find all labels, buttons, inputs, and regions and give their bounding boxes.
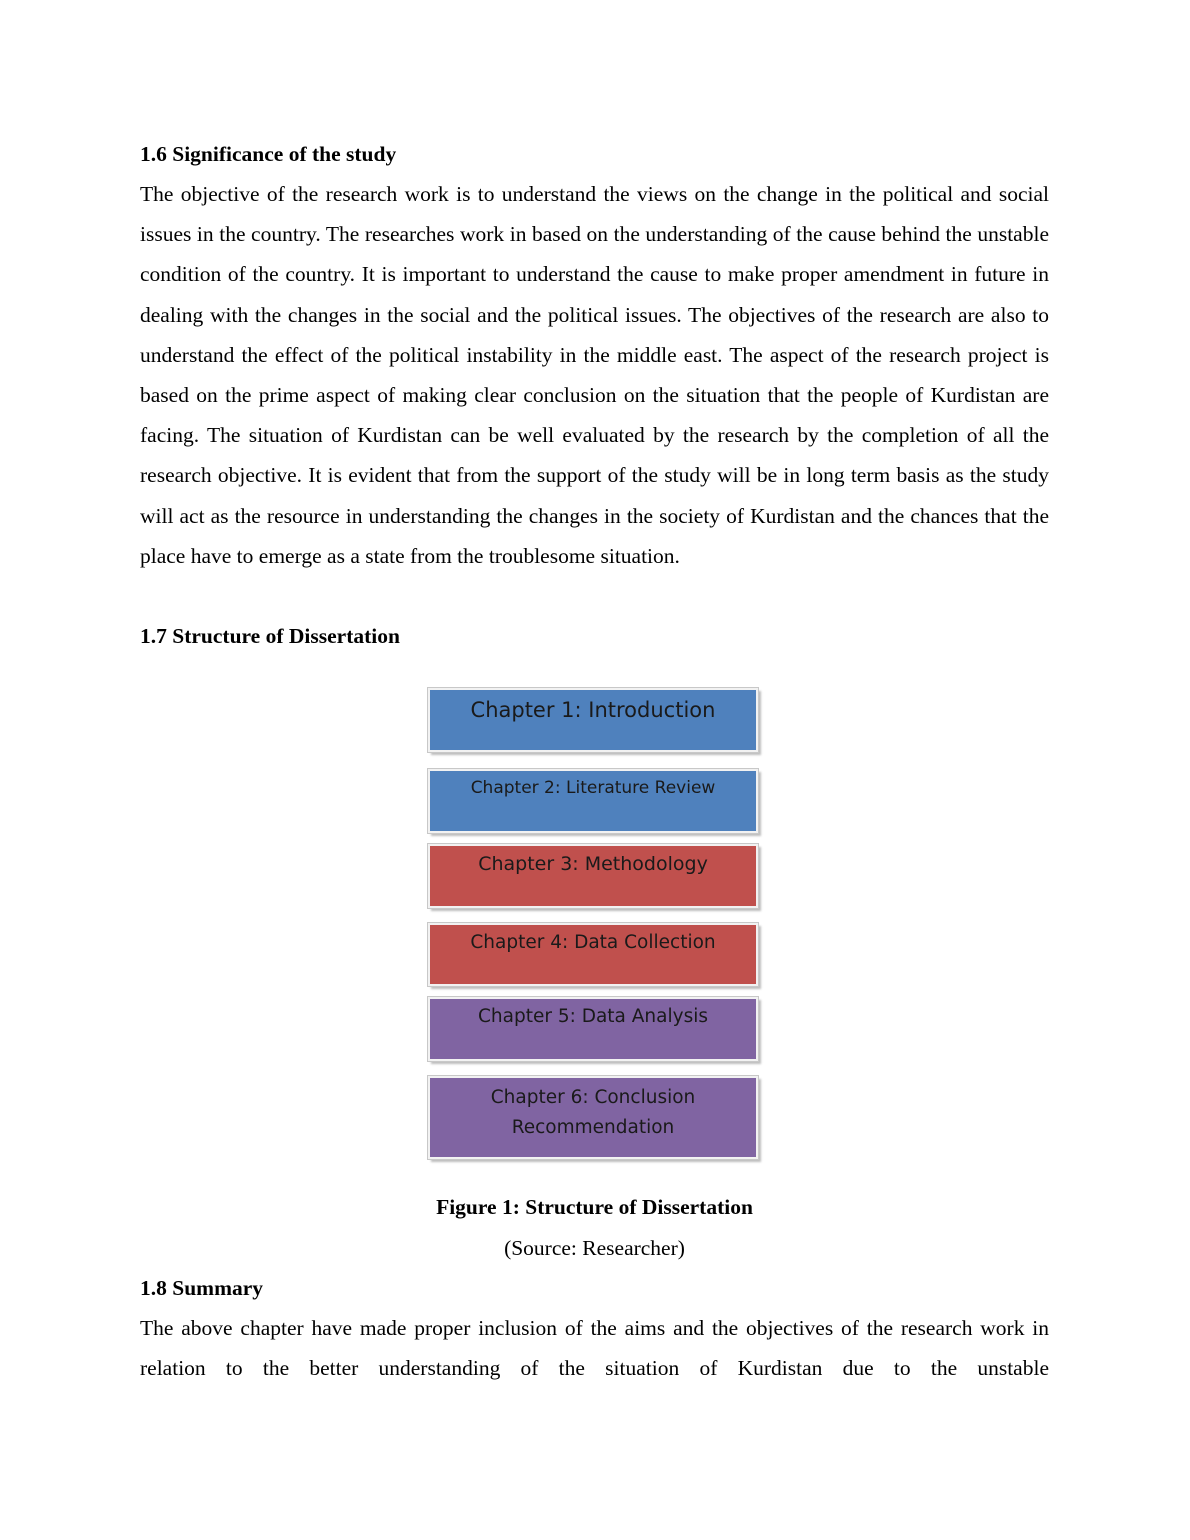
heading-structure: 1.7 Structure of Dissertation [140, 624, 400, 648]
chapter-box-4 [428, 923, 758, 986]
chapter-label-2: Chapter 2: Literature Review [470, 778, 716, 798]
chapter-box-5 [428, 997, 758, 1061]
chapter-box-2 [428, 769, 758, 833]
chapter-box-3 [428, 844, 758, 908]
figure-source: (Source: Researcher) [504, 1236, 685, 1260]
paragraph-significance: The objective of the research work is to understand the views on the change in the political and social issues in the country. The researches work in based on the understanding of the cause behind the unstable condition of the country. It is important to understand the cause to make proper amendment in future in dealing with the changes in the social and the political issues. The objectives of the research are also to understand the effect of the political instability in the middle east. The aspect of the research project is based on the prime aspect of making clear conclusion on the situation that the people of Kurdistan are facing. The situation of Kurdistan can be well evaluated by the research by the completion of all the research objective. It is evident that from the support of the study will be in long term basis as the study will act as the resource in understanding the changes in the society of Kurdistan and the chances that the place have to emerge as a state from the troublesome situation. [140, 182, 1049, 568]
heading-summary: 1.8 Summary [140, 1276, 264, 1300]
chapter-label-3: Chapter 3: Methodology [478, 853, 708, 875]
chapter-box-1 [428, 688, 758, 752]
figure-caption: Figure 1: Structure of Dissertation [436, 1195, 753, 1219]
chapter-label-4: Chapter 4: Data Collection [470, 932, 716, 953]
chapter-label-1: Chapter 1: Introduction [470, 698, 716, 722]
chapter-label-6: Chapter 6: Conclusion Recommendation [490, 1087, 696, 1138]
heading-significance: 1.6 Significance of the study [140, 142, 397, 166]
paragraph-summary: The above chapter have made proper inclusion of the aims and the objectives of the research work in relation to the better understanding of the situation of Kurdistan due to the unstable [140, 1316, 1049, 1381]
chapter-box-6 [428, 1076, 758, 1159]
chapter-label-5: Chapter 5: Data Analysis [477, 1006, 708, 1027]
